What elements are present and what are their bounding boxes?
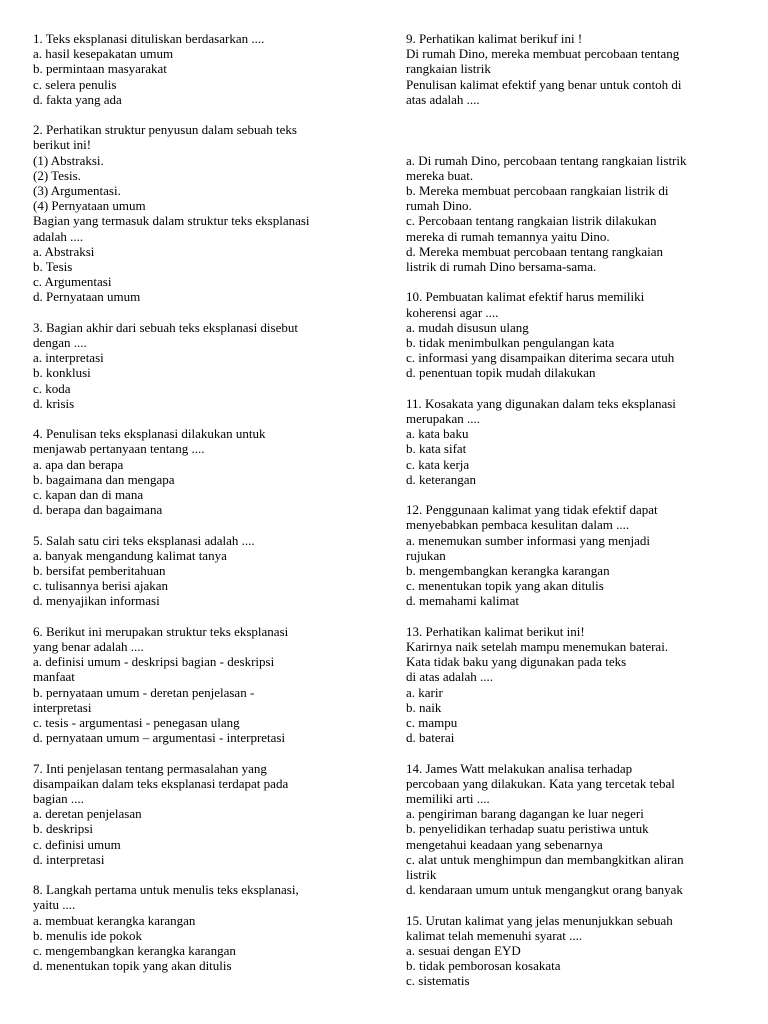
question-text-line: yang benar adalah .... [33,639,144,655]
question-text-line: listrik di rumah Dino bersama-sama. [406,259,597,274]
answer-option: d. menyajikan informasi [33,593,160,609]
question-number-text: 2. Perhatikan struktur penyusun dalam sebuah teks [33,122,297,138]
question-text-line: rangkaian listrik [406,61,491,77]
question-text-line: (3) Argumentasi. [33,183,121,199]
question-text-line: di atas adalah .... [406,669,493,685]
answer-option: d. pernyataan umum – argumentasi - interpretasi [33,730,286,746]
answer-option: c. definisi umum [33,836,121,852]
answer-option: d. interpretasi [33,851,105,867]
answer-option: b. Tesis [33,259,73,275]
question-q14 [406,761,746,898]
answer-option: b. mengembangkan kerangka karangan [406,563,610,579]
answer-option: b. deskripsi [33,821,93,837]
question-text-line: (4) Pernyataan umum [33,198,146,214]
answer-option: d. fakta yang ada [33,91,122,107]
answer-option: b. pernyataan umum - deretan penjelasan - [33,684,255,700]
question-text-line: disampaikan dalam teks eksplanasi terdapat pada [33,775,289,791]
question-number-text: 4. Penulisan teks eksplanasi dilakukan untuk [33,426,266,442]
answer-option: a. apa dan berapa [33,456,124,472]
question-q12 [406,502,746,608]
answer-option: c. selera penulis [33,76,117,92]
question-text-line: merupakan .... [406,411,481,426]
answer-option: b. kata sifat [406,441,467,457]
answer-option: a. pengiriman barang dagangan ke luar negeri [406,806,644,822]
question-text-line: manfaat [33,669,75,685]
question-q6 [33,624,378,746]
answer-option: c. tulisannya berisi ajakan [33,578,169,594]
answer-option: a. mudah disusun ulang [406,319,529,335]
question-q4 [33,426,378,517]
question-q1 [33,31,378,107]
question-text-line: mereka buat. [406,167,474,183]
answer-option: a. Di rumah Dino, percobaan tentang rangkaian listrik [406,152,687,168]
question-number-text: 7. Inti penjelasan tentang permasalahan yang [33,760,267,776]
answer-option: b. bagaimana dan mengapa [33,471,175,487]
answer-option: a. Abstraksi [33,243,95,259]
question-number-text: 14. James Watt melakukan analisa terhadap [406,760,633,776]
question-text-line: koherensi agar .... [406,304,499,320]
left-column [33,31,378,989]
answer-option: d. kendaraan umum untuk mengangkut orang banyak [406,882,683,898]
question-text-line: atas adalah .... [406,91,480,107]
question-q3 [33,320,378,411]
answer-option: c. Argumentasi [33,274,112,290]
answer-option: c. mengembangkan kerangka karangan [33,943,236,959]
answer-option: b. konklusi [33,365,91,381]
question-text-line: (2) Tesis. [33,167,81,183]
question-number-text: 10. Pembuatan kalimat efektif harus memiliki [406,289,645,305]
question-text-line: rujukan [406,547,446,563]
answer-option: d. memahami kalimat [406,593,519,609]
answer-option: a. karir [406,684,443,700]
answer-option: b. permintaan masyarakat [33,61,167,77]
answer-option: a. definisi umum - deskripsi bagian - deskripsi [33,654,275,670]
answer-option: c. kata kerja [406,456,470,472]
answer-option: a. interpretasi [33,350,104,366]
question-text-line: bagian .... [33,791,84,807]
question-text-line: Bagian yang termasuk dalam struktur teks eksplanasi [33,213,310,229]
answer-option: a. hasil kesepakatan umum [33,46,174,62]
answer-option: c. kapan dan di mana [33,487,144,503]
question-text-line: mengetahui keadaan yang sebenarnya [406,836,603,852]
answer-option: d. krisis [33,395,75,411]
question-number-text: 9. Perhatikan kalimat berikuf ini ! [406,31,583,46]
question-q10 [406,289,746,380]
answer-option: d. baterai [406,730,455,746]
answer-option: b. bersifat pemberitahuan [33,563,166,579]
answer-option: d. Mereka membuat percobaan tentang rangkaian [406,243,663,259]
answer-option: c. informasi yang disampaikan diterima secara utuh [406,350,675,366]
answer-option: d. menentukan topik yang akan ditulis [33,958,232,974]
answer-option: b. tidak menimbulkan pengulangan kata [406,335,615,350]
answer-option: b. naik [406,699,442,715]
question-q5 [33,533,378,609]
question-number-text: 12. Penggunaan kalimat yang tidak efektif dapat [406,502,658,518]
answer-option: c. Percobaan tentang rangkaian listrik dilakukan [406,213,657,229]
answer-option: c. mampu [406,715,458,731]
question-q15 [406,913,746,989]
question-number-text: 8. Langkah pertama untuk menulis teks eksplanasi, [33,882,299,898]
answer-option: b. Mereka membuat percobaan rangkaian listrik di [406,182,669,198]
answer-option: d. keterangan [406,471,477,487]
answer-option: d. penentuan topik mudah dilakukan [406,365,596,381]
answer-option: b. tidak pemborosan kosakata [406,958,561,974]
answer-option: b. menulis ide pokok [33,927,143,943]
question-text-line: yaitu .... [33,897,76,913]
question-text-line: listrik [406,867,437,883]
question-text-line: mereka di rumah temannya yaitu Dino. [406,228,610,244]
question-text-line: menyebabkan pembaca kesulitan dalam .... [406,517,630,533]
answer-option: a. deretan penjelasan [33,806,142,822]
question-q2 [33,122,378,304]
blank-line [406,122,746,137]
question-text-line: percobaan yang dilakukan. Kata yang tercetak tebal [406,775,675,791]
question-text-line: kalimat telah memenuhi syarat .... [406,927,583,943]
question-q13 [406,624,746,746]
question-text-line: interpretasi [33,699,92,715]
answer-option: c. tesis - argumentasi - penegasan ulang [33,715,240,731]
blank-line [406,137,746,152]
answer-option: c. menentukan topik yang akan ditulis [406,578,604,594]
question-text-line: memiliki arti .... [406,791,490,807]
question-q8 [33,882,378,973]
question-q7 [33,761,378,867]
question-text-line: Karirnya naik setelah mampu menemukan baterai. [406,639,669,655]
answer-option: a. membuat kerangka karangan [33,912,196,928]
question-text-line: menjawab pertanyaan tentang .... [33,441,205,457]
question-number-text: 6. Berikut ini merupakan struktur teks eksplanasi [33,623,289,639]
question-number-text: 3. Bagian akhir dari sebuah teks eksplanasi disebut [33,319,298,335]
blank-line [406,107,746,122]
question-number-text: 1. Teks eksplanasi dituliskan berdasarkan .... [33,31,265,46]
question-text-line: Penulisan kalimat efektif yang benar untuk contoh di [406,76,682,92]
answer-option: a. kata baku [406,426,469,442]
question-text-line: adalah .... [33,228,84,244]
answer-option: c. alat untuk menghimpun dan membangkitkan aliran [406,851,684,867]
question-text-line: dengan .... [33,335,87,351]
answer-option: b. penyelidikan terhadap suatu peristiwa untuk [406,821,649,837]
answer-option: d. berapa dan bagaimana [33,502,163,518]
right-column [406,31,746,1004]
question-text-line: Di rumah Dino, mereka membuat percobaan tentang [406,46,680,62]
answer-option: c. sistematis [406,973,470,989]
question-q11 [406,396,746,487]
question-number-text: 13. Perhatikan kalimat berikut ini! [406,623,585,639]
question-q9 [406,31,746,274]
answer-option: a. menemukan sumber informasi yang menjadi [406,532,651,548]
answer-option: c. koda [33,380,71,396]
question-text-line: Kata tidak baku yang digunakan pada teks [406,654,627,670]
answer-option: a. sesuai dengan EYD [406,943,521,959]
question-number-text: 15. Urutan kalimat yang jelas menunjukkan sebuah [406,912,673,928]
question-number-text: 11. Kosakata yang digunakan dalam teks eksplanasi [406,395,676,411]
answer-option: a. banyak mengandung kalimat tanya [33,547,227,563]
question-text-line: berikut ini! [33,137,92,153]
question-text-line: rumah Dino. [406,198,472,214]
question-number-text: 5. Salah satu ciri teks eksplanasi adalah .... [33,532,255,548]
question-text-line: (1) Abstraksi. [33,152,104,168]
answer-option: d. Pernyataan umum [33,289,141,305]
